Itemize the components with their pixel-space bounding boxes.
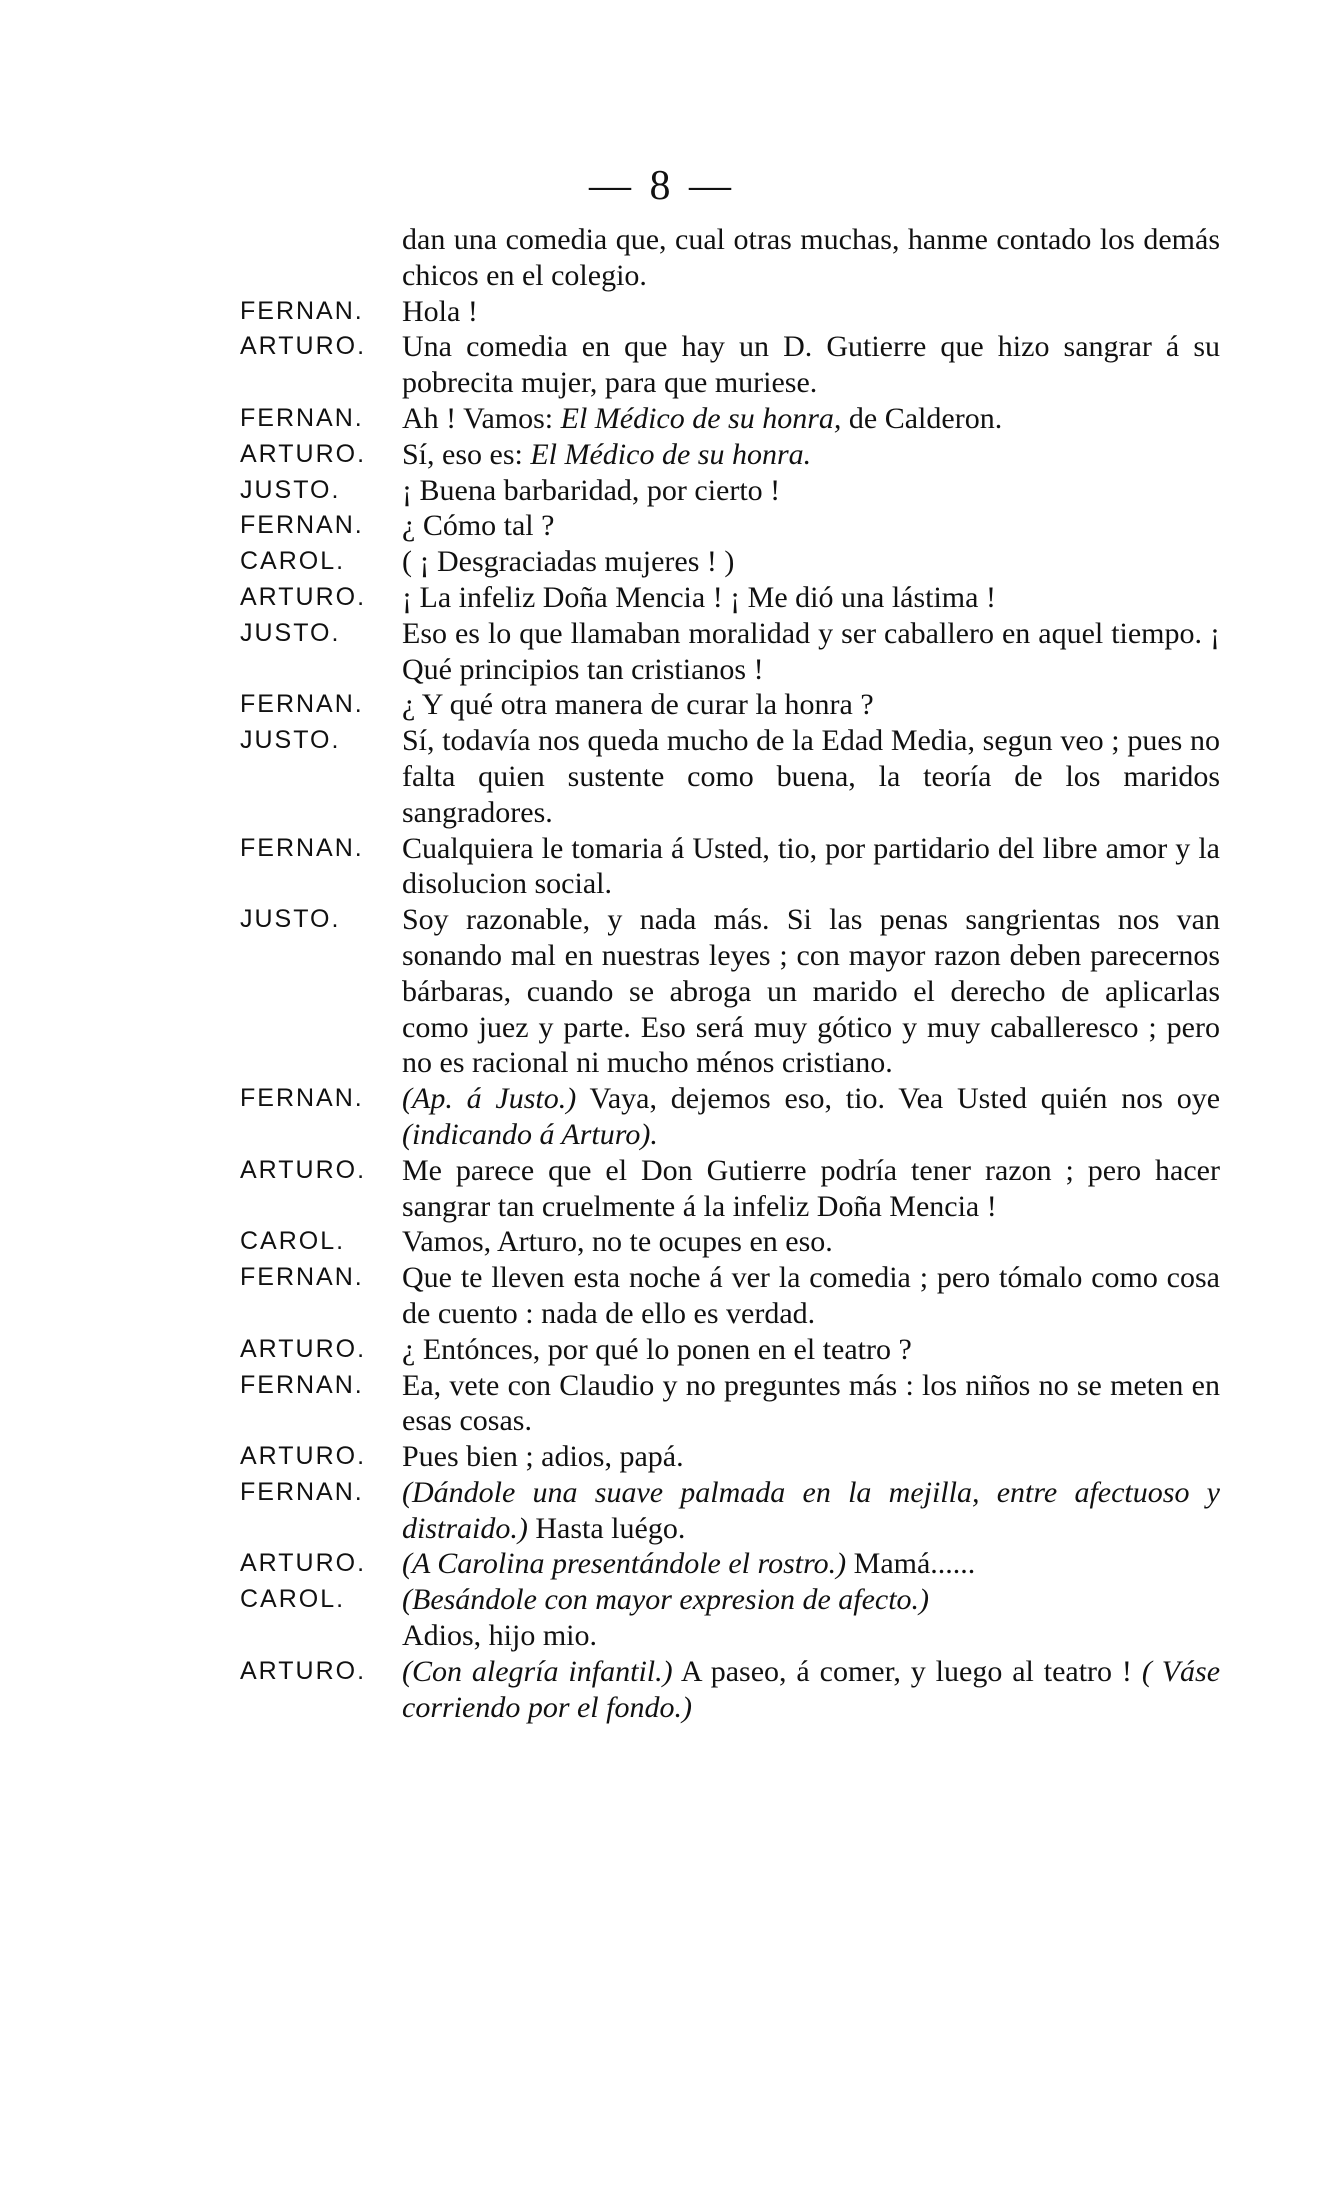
speech-text: Vamos, Arturo, no te ocupes en eso. (402, 1225, 833, 1259)
speech-text (402, 437, 1220, 473)
speaker-name: FERNAN. (240, 833, 364, 862)
speaker-name: ARTURO. (240, 1549, 367, 1578)
stage-direction: (indicando á Arturo). (402, 1117, 658, 1151)
dialogue (240, 222, 1220, 1725)
speaker-name: FERNAN. (240, 1477, 364, 1506)
dialogue-line (240, 1368, 1220, 1440)
stage-direction: El Médico de su honra. (530, 437, 812, 471)
speaker-name: FERNAN. (240, 690, 364, 719)
speaker-name: ARTURO. (240, 1334, 367, 1363)
page-number: — 8 — (589, 163, 735, 209)
speech-text: Me parece que el Don Gutierre podría tener razon ; pero hacer sangrar tan cruelmente á la infeliz Doña Mencia ! (402, 1153, 1220, 1223)
speaker-name: FERNAN. (240, 1263, 364, 1292)
stage-direction: El Médico de su honra, (560, 401, 842, 435)
stage-direction: (Besándole con mayor expresion de afecto.) (402, 1583, 930, 1617)
dialogue-line (240, 1582, 1220, 1618)
stage-direction: (Dándole una suave palmada en la mejilla, entre afectuoso y distraido.) (402, 1475, 1220, 1545)
dialogue-line (240, 902, 1220, 1081)
speech-text: Eso es lo que llamaban moralidad y ser caballero en aquel tiempo. ¡ Qué principios tan cristianos ! (402, 616, 1220, 686)
speech-text: ¡ Buena barbaridad, por cierto ! (402, 473, 781, 507)
speaker-name: FERNAN. (240, 1370, 364, 1399)
speech-text: ¿ Entónces, por qué lo ponen en el teatro ? (402, 1332, 912, 1366)
speech-segment: A paseo, á comer, y luego al teatro ! (672, 1654, 1142, 1688)
dialogue-line (240, 473, 1220, 509)
dialogue-line (240, 1224, 1220, 1260)
dialogue-line (240, 544, 1220, 580)
dialogue-line (240, 1654, 1220, 1726)
dialogue-line (240, 580, 1220, 616)
speaker-name: CAROL. (240, 547, 346, 576)
speaker-name: CAROL. (240, 1227, 346, 1256)
dialogue-line (240, 1081, 1220, 1153)
dialogue-line (240, 222, 1220, 294)
dialogue-line (240, 401, 1220, 437)
speech-segment: Sí, eso es: (402, 437, 531, 471)
speech-text: Que te lleven esta noche á ver la comedia ; pero tómalo como cosa de cuento : nada de ello es verdad. (402, 1261, 1220, 1330)
speaker-name: ARTURO. (240, 439, 367, 468)
speaker-name: ARTURO. (240, 332, 367, 361)
speech-text: Cualquiera le tomaria á Usted, tio, por partidario del libre amor y la disolucion social. (402, 831, 1220, 901)
speech-text: dan una comedia que, cual otras muchas, hanme contado los demás chicos en el colegio. (402, 223, 1220, 292)
speaker-name: FERNAN. (240, 403, 364, 432)
speech-text (402, 1654, 1220, 1726)
speaker-name: ARTURO. (240, 1656, 367, 1685)
speech-text: Sí, todavía nos queda mucho de la Edad Media, segun veo ; pues no falta quien sustente como buena, la teoría de los maridos sangradores. (402, 724, 1220, 829)
dialogue-line (240, 1332, 1220, 1368)
speech-text: Una comedia en que hay un D. Gutierre que hizo sangrar á su pobrecita mujer, para que muriese. (402, 330, 1220, 400)
dialogue-line (240, 294, 1220, 330)
speech-text (402, 1475, 1220, 1547)
speech-segment: Mamá...... (846, 1547, 976, 1581)
speech-text: Pues bien ; adios, papá. (402, 1440, 684, 1474)
stage-direction: (Ap. á Justo.) (402, 1082, 577, 1116)
speech-text: ¡ La infeliz Doña Mencia ! ¡ Me dió una lástima ! (402, 580, 996, 614)
speech-text (402, 401, 1220, 437)
dialogue-line (240, 723, 1220, 830)
speaker-name: ARTURO. (240, 1442, 367, 1471)
speech-segment: Hasta luégo. (527, 1511, 686, 1545)
dialogue-line (240, 1153, 1220, 1225)
speaker-name: FERNAN. (240, 511, 364, 540)
dialogue-line (240, 329, 1220, 401)
speech-text: Hola ! (402, 294, 478, 328)
stage-direction: ( Váse corriendo por el fondo.) (402, 1654, 1221, 1724)
dialogue-line (240, 1475, 1220, 1547)
speech-text (402, 1582, 1220, 1618)
speech-text: ( ¡ Desgraciadas mujeres ! ) (402, 545, 735, 579)
speech-text: Ea, vete con Claudio y no preguntes más : los niños no se meten en esas cosas. (402, 1368, 1220, 1438)
speaker-name: JUSTO. (240, 618, 341, 647)
stage-direction: (A Carolina presentándole el rostro.) (402, 1547, 847, 1581)
dialogue-line (240, 1439, 1220, 1475)
speech-segment: Ah ! Vamos: (402, 401, 561, 435)
speaker-name: JUSTO. (240, 905, 341, 934)
speech-text: ¿ Cómo tal ? (402, 509, 555, 543)
dialogue-line (240, 437, 1220, 473)
dialogue-line (240, 687, 1220, 723)
speaker-name: FERNAN. (240, 296, 364, 325)
dialogue-line (240, 616, 1220, 688)
speech-text (402, 1081, 1220, 1153)
speaker-name: ARTURO. (240, 582, 367, 611)
speaker-name: FERNAN. (240, 1084, 364, 1113)
speech-text (402, 1546, 1220, 1582)
dialogue-line (240, 1260, 1220, 1332)
dialogue-line (240, 1618, 1220, 1654)
speaker-name: JUSTO. (240, 475, 341, 504)
speech-segment: Vaya, dejemos eso, tio. Vea Usted quién nos oye (576, 1082, 1221, 1116)
speaker-name: ARTURO. (240, 1155, 367, 1184)
speech-text: ¿ Y qué otra manera de curar la honra ? (402, 688, 874, 722)
dialogue-line (240, 1546, 1220, 1582)
speaker-name: CAROL. (240, 1585, 346, 1614)
speech-text: Adios, hijo mio. (402, 1619, 598, 1653)
speaker-name: JUSTO. (240, 726, 341, 755)
dialogue-line (240, 831, 1220, 903)
stage-direction: (Con alegría infantil.) (402, 1654, 673, 1688)
speech-segment: de Calderon. (841, 401, 1003, 435)
speech-text: Soy razonable, y nada más. Si las penas sangrientas nos van sonando mal en nuestras leyes ; con mayor razon deben parecernos bárbaras, cuando se abroga un marido el derecho de aplicarlas como juez y parte. Eso será muy gótico y muy caballeresco ; pero no es racional ni mucho ménos cristiano. (402, 903, 1220, 1080)
dialogue-line (240, 508, 1220, 544)
